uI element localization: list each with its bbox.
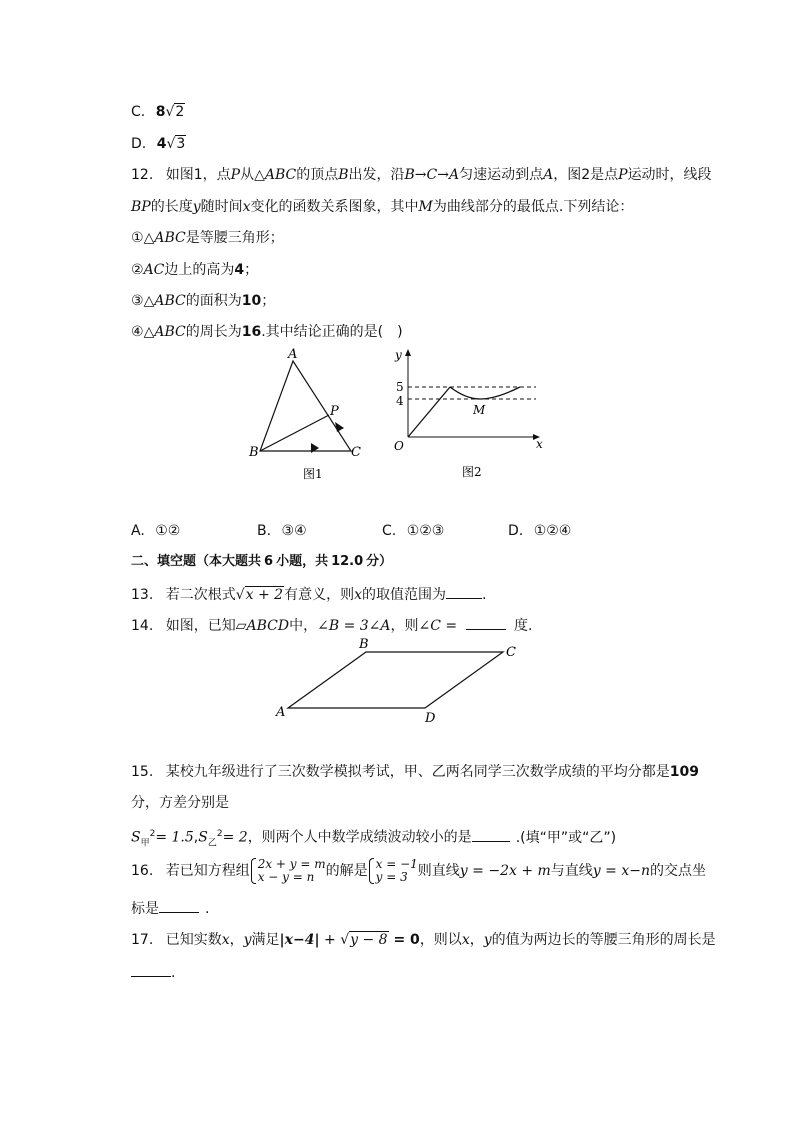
q16-line-2: 标是 . <box>131 898 209 919</box>
label-x: x <box>536 437 543 451</box>
sqrt-symbol: √ <box>340 932 350 948</box>
q12-conclusion-2: ②AC边上的高为4； <box>131 262 259 278</box>
solution-system: x = −1 y = 3 <box>368 858 418 884</box>
answer-blank[interactable] <box>466 615 506 630</box>
question-number: 12. <box>131 167 154 183</box>
tick-5: 5 <box>396 380 404 394</box>
tick-4: 4 <box>396 394 404 408</box>
q12-line-2: BP的长度y随时间x变化的函数关系图象，其中M为曲线部分的最低点.下列结论： <box>131 199 634 215</box>
question-number: 13. <box>131 587 154 603</box>
function-curve <box>408 387 450 437</box>
label-a: A <box>276 705 286 720</box>
figure-caption: 图1 <box>303 467 323 481</box>
figure-caption: 图2 <box>462 465 482 479</box>
label-p: P <box>330 404 339 419</box>
section-title: 二、填空题（本大题共 6 小题，共 12.0 分） <box>131 554 393 569</box>
label-c: C <box>351 445 361 460</box>
q15-line-2: 分，方差分别是 <box>131 795 229 811</box>
q16-line-1: 16. 若已知方程组 2x + y = m x − y = n 的解是 x = −1 y = 3 则直线y = −2x + m与直线y = x−n的交点坐 <box>131 857 706 884</box>
q14: 14. 如图，已知▱ABCD中，∠B = 3∠A，则∠C = 度. <box>131 615 533 636</box>
sqrt-symbol: √ <box>165 104 175 120</box>
q12-conclusion-3: ③△ABC的面积为10； <box>131 293 276 309</box>
answer-blank[interactable] <box>446 584 482 599</box>
equation-system: 2x + y = m x − y = n <box>250 858 326 884</box>
label-b: B <box>249 445 259 460</box>
label-a: A <box>288 347 298 362</box>
question-number: 15. <box>131 764 154 780</box>
q12-option-d[interactable]: D. ①②④ <box>508 523 572 539</box>
label-o: O <box>394 439 404 453</box>
q12-option-c[interactable]: C. ①②③ <box>382 523 445 539</box>
question-number: 17. <box>131 932 154 948</box>
q12-option-b[interactable]: B. ③④ <box>257 523 307 539</box>
label-c: C <box>506 645 516 660</box>
question-number: 14. <box>131 618 154 634</box>
q17-line-2: . <box>131 962 175 983</box>
label-b: B <box>359 637 369 652</box>
q12-conclusion-4: ④△ABC的周长为16.其中结论正确的是( ) <box>131 324 403 340</box>
sqrt-symbol: √ <box>166 136 176 152</box>
y-axis-arrow-icon <box>405 349 411 356</box>
answer-blank[interactable] <box>472 827 510 842</box>
q12-figure-1 <box>245 345 375 485</box>
q11-option-d[interactable]: D. 4√3 <box>131 136 186 152</box>
arrow-ca-icon <box>335 422 344 432</box>
q15-line-1: 15. 某校九年级进行了三次数学模拟考试，甲、乙两名同学三次数学成绩的平均分都是109 <box>131 764 699 780</box>
sqrt-symbol: √ <box>235 587 245 603</box>
q12-figure-2 <box>390 345 555 485</box>
answer-blank[interactable] <box>131 962 171 977</box>
q12-option-a[interactable]: A. ①② <box>131 523 181 539</box>
q17-line-1: 17. 已知实数x，y满足|x−4| + √y − 8 = 0，则以x，y的值为两边长的等腰三角形的周长是 <box>131 932 716 948</box>
parallelogram-abcd <box>288 652 503 708</box>
label-d: D <box>425 711 436 726</box>
q15-line-3: $S_甲^2= 1.5,S_乙^2= 2$，则两个人中数学成绩波动较小的是 .(填“甲”或“乙”) <box>131 824 616 853</box>
segment-bp <box>260 415 329 451</box>
question-number: 16. <box>131 863 154 879</box>
q14-figure <box>270 636 530 726</box>
q11-option-c[interactable]: C. 8√2 <box>131 104 185 120</box>
function-curve-arc <box>450 387 520 399</box>
q13: 13. 若二次根式√x + 2有意义，则x的取值范围为 . <box>131 584 486 605</box>
q12-line-1: 12. 如图1，点P从△ABC的顶点B出发，沿B→C→A匀速运动到点A，图2是点P运动时，线段 <box>131 167 712 183</box>
label-y: y <box>395 348 402 362</box>
label-m: M <box>473 403 486 417</box>
q12-conclusion-1: ①△ABC是等腰三角形； <box>131 230 284 246</box>
answer-blank[interactable] <box>159 898 199 913</box>
